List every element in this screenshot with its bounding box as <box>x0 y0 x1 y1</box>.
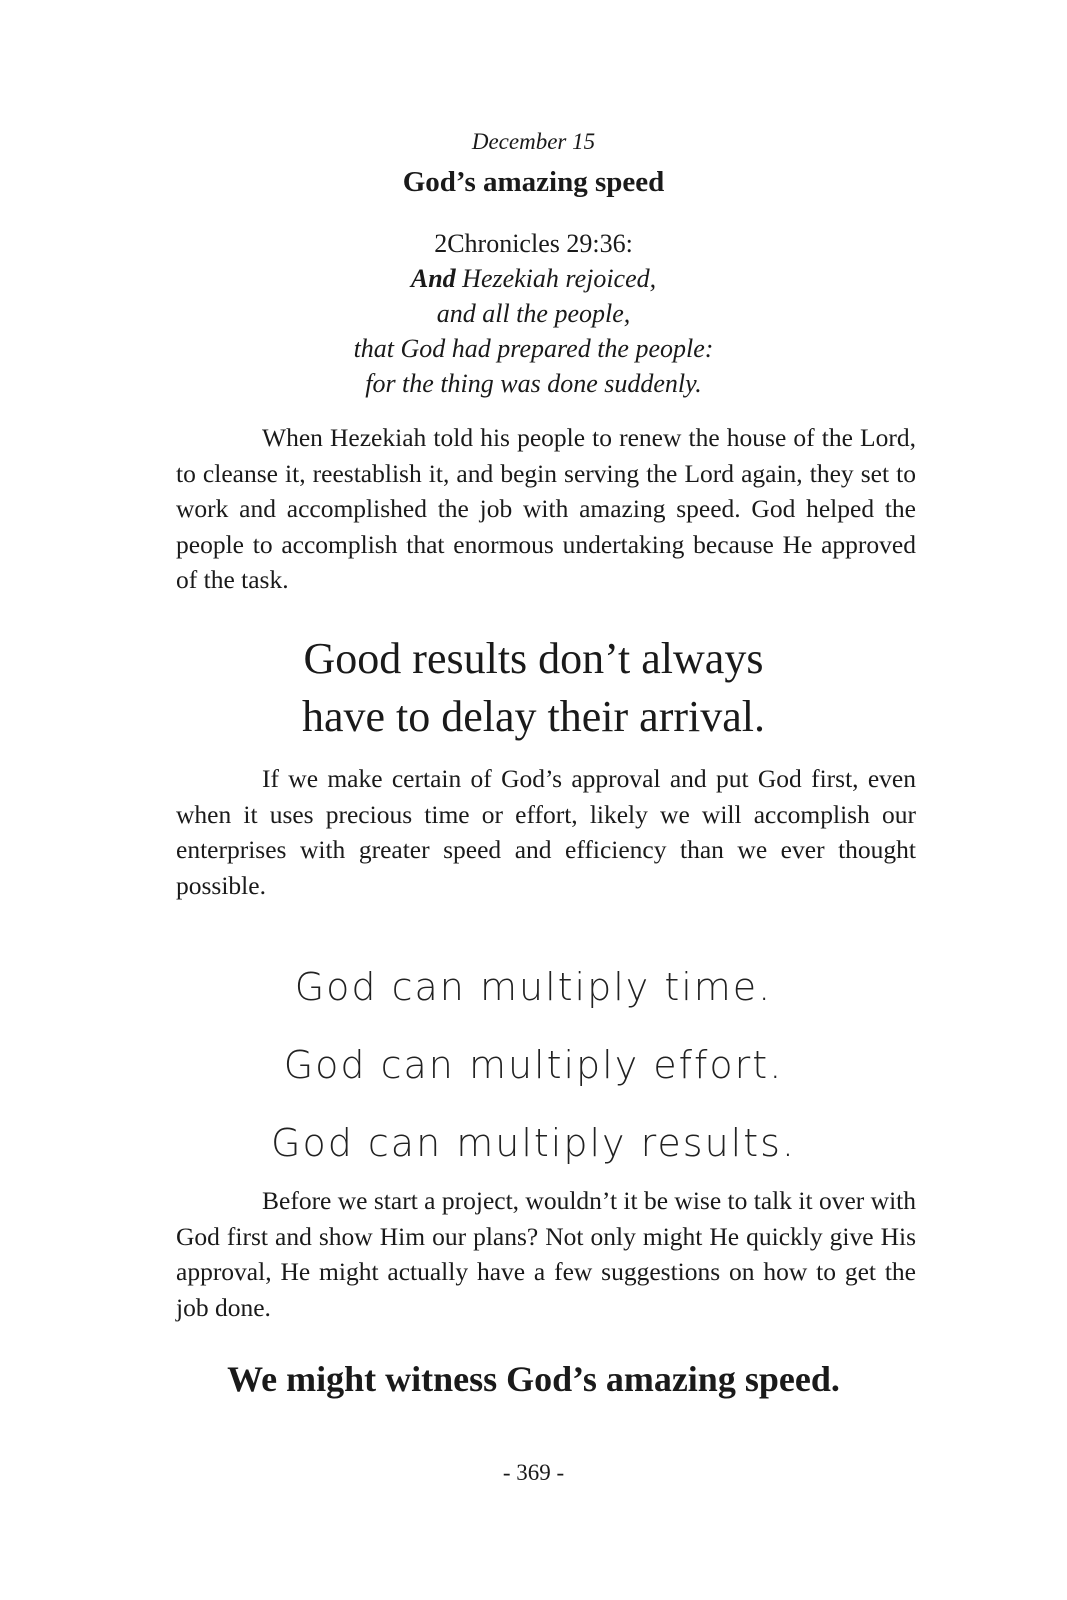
verse-line-1-text: Hezekiah rejoiced, <box>455 264 657 293</box>
body-paragraph-3: Before we start a project, wouldn’t it be wise to talk it over with God first and show Him our plans? Not only might He quickly give His approval, He might actually have a few suggestions on how to get the job done. <box>176 1186 916 1322</box>
body-paragraph-2: If we make certain of God’s approval and put God first, even when it uses precious time or effort, likely we will accomplish our enterprises with greater speed and efficiency than we ever thought possible. <box>176 764 916 900</box>
verse-reference: 2Chronicles 29:36: <box>434 229 633 258</box>
devotional-date: December 15 <box>471 129 596 154</box>
closing-statement: We might witness God’s amazing speed. <box>227 1359 840 1399</box>
pull-quote-line-2: have to delay their arrival. <box>301 692 765 741</box>
verse-line-4: for the thing was done suddenly. <box>365 369 702 398</box>
pull-quote-line-1: Good results don’t always <box>303 634 764 683</box>
page-number: - 369 - <box>502 1460 565 1485</box>
affirmation-line: God can multiply effort. <box>283 1043 784 1087</box>
pull-quote <box>0 630 1067 746</box>
handwritten-affirmations <box>0 948 1067 1182</box>
devotional-title: God’s amazing speed <box>402 166 665 198</box>
affirmation-line: God can multiply results. <box>271 1121 796 1165</box>
verse-line-2: and all the people, <box>436 299 631 328</box>
affirmation-line: God can multiply time. <box>294 965 773 1009</box>
scripture-verse <box>0 226 1067 401</box>
body-paragraph-1: When Hezekiah told his people to renew the house of the Lord, to cleanse it, reestablish it, and begin serving the Lord again, they set to work and accomplished the job with amazing speed. God helped the people to accomplish that enormous undertaking because He approved of the task. <box>176 423 916 594</box>
verse-first-word: And <box>410 264 456 293</box>
verse-line-3: that God had prepared the people: <box>353 334 714 363</box>
verse-line-1 <box>0 261 1067 296</box>
